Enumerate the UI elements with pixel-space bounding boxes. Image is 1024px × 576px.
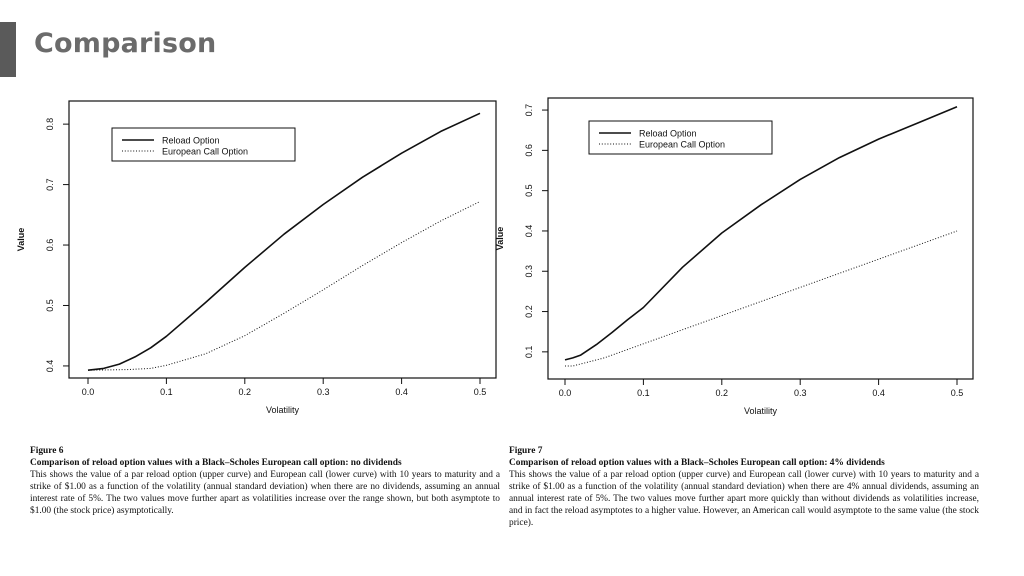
legend-label: Reload Option (639, 128, 697, 139)
chart-4pct-dividends (496, 88, 1016, 438)
y-tick-label: 0.7 (524, 103, 534, 117)
y-tick-label: 0.4 (524, 224, 534, 238)
legend-label: European Call Option (639, 139, 726, 150)
y-tick-label: 0.7 (45, 178, 55, 191)
y-tick-label: 0.2 (524, 305, 534, 318)
x-tick-label: 0.0 (81, 387, 95, 397)
y-tick-label: 0.6 (45, 238, 55, 252)
figure-7-title: Comparison of reload option values with a Black–Scholes European call option: 4% dividends (509, 458, 885, 468)
x-tick-label: 0.5 (473, 387, 487, 397)
figure-6-caption (30, 445, 500, 517)
figure-7-body: This shows the value of a par reload option (upper curve) and European call (lower curve) with 10 years to maturity and a strike of $1.00 as a function of the volatility (annual standard deviation) when there are 4% annual dividends, assuming an annual interest rate of 5%. The two values move further apart more quickly than without dividends as volatilities increase, and in fact the reload asymptotes to a higher value. However, an American call would asymptote to the same value (the stock price). (509, 470, 979, 528)
x-tick-label: 0.4 (395, 387, 408, 397)
x-axis-label: Volatility (265, 405, 300, 415)
y-axis-label: Value (16, 227, 26, 252)
x-tick-label: 0.3 (316, 387, 330, 397)
y-tick-label: 0.8 (45, 117, 55, 131)
y-tick-label: 0.6 (524, 144, 534, 157)
x-tick-label: 0.5 (950, 388, 964, 398)
chart-no-dividends (0, 88, 520, 438)
european-call-series-line (565, 231, 957, 366)
y-tick-label: 0.1 (524, 345, 534, 359)
x-tick-label: 0.0 (558, 388, 572, 398)
x-tick-label: 0.2 (238, 387, 252, 397)
legend-label: European Call Option (162, 146, 249, 157)
x-tick-label: 0.3 (793, 388, 807, 398)
x-axis-label: Volatility (743, 406, 778, 416)
slide-title: Comparison (34, 28, 217, 59)
y-tick-label: 0.5 (45, 299, 55, 312)
figure-6-title: Comparison of reload option values with a Black–Scholes European call option: no dividends (30, 458, 402, 468)
x-tick-label: 0.4 (872, 388, 885, 398)
x-tick-label: 0.1 (637, 388, 650, 398)
legend-label: Reload Option (162, 135, 220, 146)
x-tick-label: 0.1 (160, 387, 173, 397)
european-call-series-line (88, 202, 480, 371)
title-accent-bar (0, 22, 16, 77)
x-tick-label: 0.2 (715, 388, 729, 398)
y-tick-label: 0.4 (45, 359, 55, 373)
figure-6-body: This shows the value of a par reload option (upper curve) and European call (lower curve) with 10 years to maturity and a strike of $1.00 as a function of the volatility (annual standard deviation) when there are no dividends, assuming an annual interest rate of 5%. The two values move further apart as volatilities increase over the range shown, but both asymptote to $1.00 (the stock price) asymptotically. (30, 470, 500, 516)
figure-7-caption (509, 445, 979, 529)
y-axis-label: Value (495, 226, 505, 251)
y-tick-label: 0.5 (524, 184, 534, 197)
y-tick-label: 0.3 (524, 264, 534, 278)
figure-7-label: Figure 7 (509, 446, 543, 456)
figure-6-label: Figure 6 (30, 446, 64, 456)
